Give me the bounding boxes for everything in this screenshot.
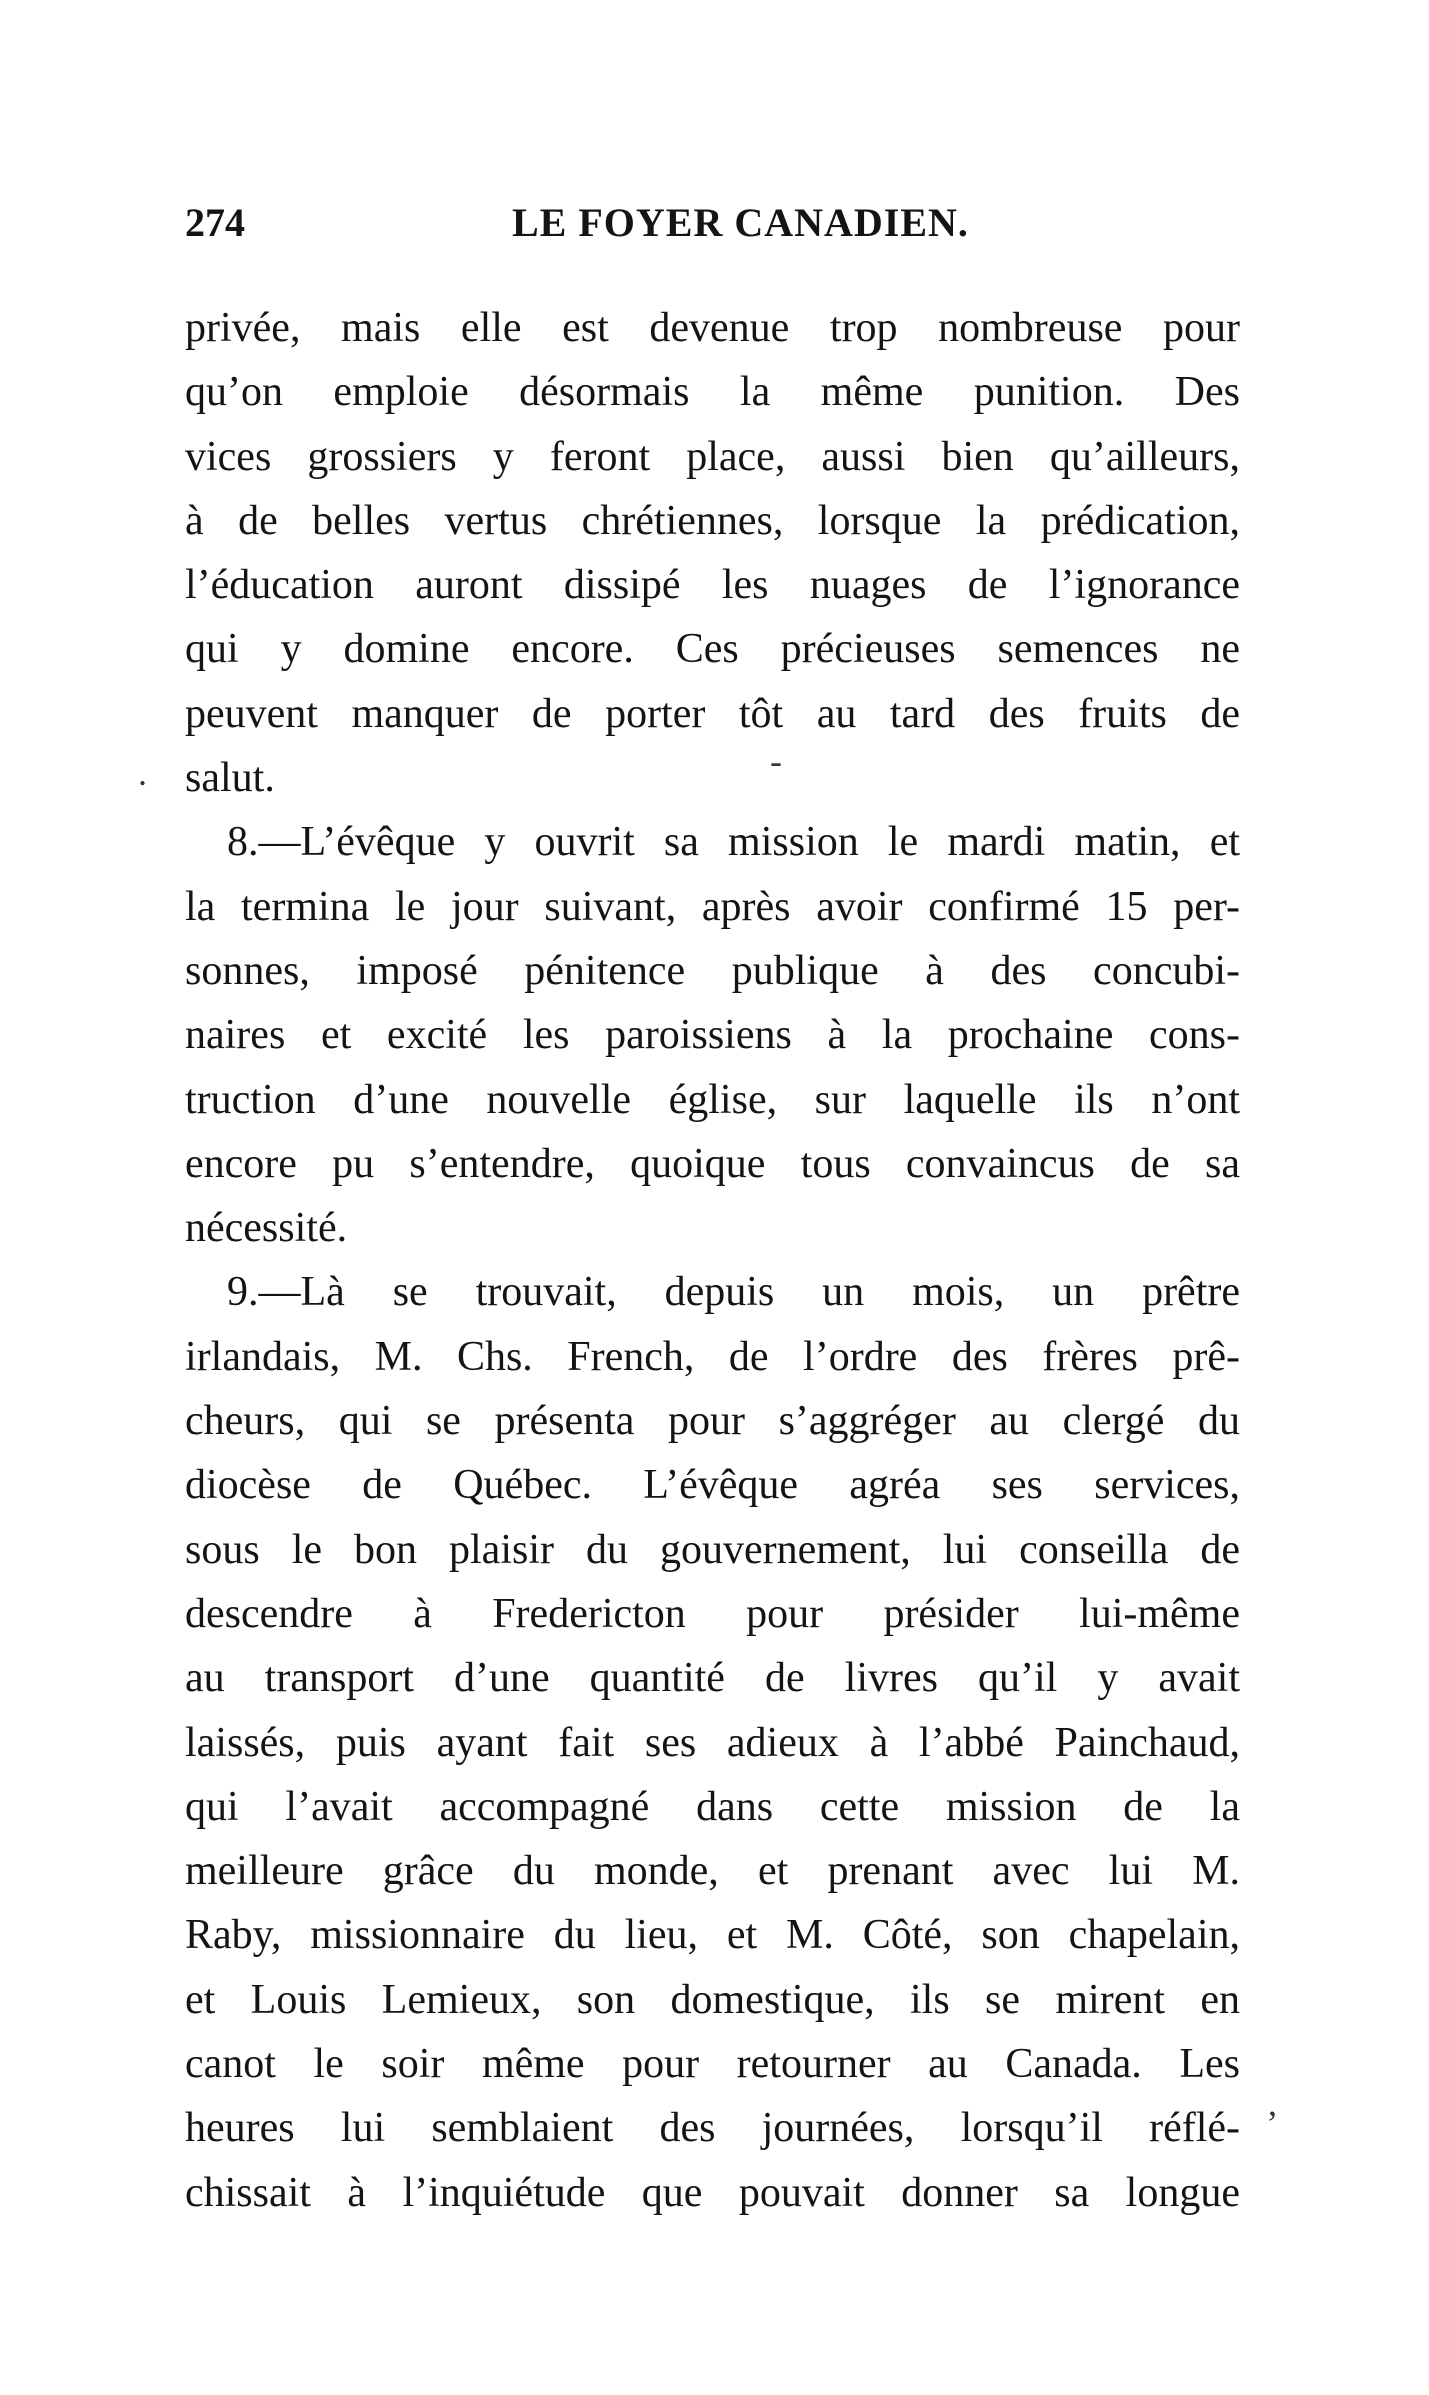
text-line: au transport d’une quantité de livres qu’il y avait: [185, 1655, 1240, 1702]
text-line: meilleure grâce du monde, et prenant avec lui M.: [185, 1848, 1240, 1895]
text-line: descendre à Fredericton pour présider lui-même: [185, 1590, 1240, 1637]
text-line: nécessité.: [185, 1205, 348, 1252]
page-header: [185, 198, 1240, 248]
text-line: laissés, puis ayant fait ses adieux à l’abbé Painchaud,: [185, 1719, 1240, 1766]
text-line: qui y domine encore. Ces précieuses semences ne: [185, 626, 1240, 673]
stray-mark: .: [138, 753, 147, 793]
body-text: [185, 296, 1240, 2225]
text-line: truction d’une nouvelle église, sur laquelle ils n’ont: [185, 1076, 1240, 1123]
text-line: Raby, missionnaire du lieu, et M. Côté, son chapelain,: [185, 1912, 1240, 1959]
text-line: sonnes, imposé pénitence publique à des concubi-: [185, 947, 1240, 994]
text-line: la termina le jour suivant, après avoir confirmé 15 per-: [185, 883, 1240, 930]
running-title: LE FOYER CANADIEN.: [512, 200, 969, 245]
text-line: qu’on emploie désormais la même punition. Des: [185, 369, 1240, 416]
text-line: et Louis Lemieux, son domestique, ils se mirent en: [185, 1976, 1240, 2023]
text-line: privée, mais elle est devenue trop nombreuse pour: [185, 305, 1240, 351]
text-line: canot le soir même pour retourner au Canada. Les: [185, 2041, 1240, 2088]
text-line: cheurs, qui se présenta pour s’aggréger au clergé du: [185, 1398, 1240, 1445]
text-line: 9.—Là se trouvait, depuis un mois, un prêtre: [227, 1269, 1240, 1316]
stray-mark: -: [770, 741, 782, 781]
text-line: vices grossiers y feront place, aussi bien qu’ailleurs,: [185, 433, 1240, 480]
text-line: heures lui semblaient des journées, lorsqu’il réflé-: [185, 2105, 1240, 2152]
text-line: à de belles vertus chrétiennes, lorsque la prédication,: [185, 497, 1240, 544]
text-line: salut.: [185, 755, 275, 802]
stray-mark: ,: [1268, 2083, 1277, 2123]
text-line: naires et excité les paroissiens à la prochaine cons-: [185, 1012, 1240, 1059]
text-line: sous le bon plaisir du gouvernement, lui conseilla de: [185, 1526, 1240, 1573]
text-line: l’éducation auront dissipé les nuages de l’ignorance: [185, 562, 1240, 609]
page-number: 274: [185, 200, 245, 245]
text-line: irlandais, M. Chs. French, de l’ordre des frères prê-: [185, 1333, 1240, 1380]
text-line: encore pu s’entendre, quoique tous convaincus de sa: [185, 1140, 1240, 1187]
text-line: peuvent manquer de porter tôt au tard des fruits de: [185, 690, 1240, 737]
text-line: chissait à l’inquiétude que pouvait donner sa longue: [185, 2169, 1240, 2216]
text-line: 8.—L’évêque y ouvrit sa mission le mardi matin, et: [227, 819, 1240, 866]
text-line: diocèse de Québec. L’évêque agréa ses services,: [185, 1462, 1240, 1509]
text-line: qui l’avait accompagné dans cette mission de la: [185, 1783, 1240, 1830]
